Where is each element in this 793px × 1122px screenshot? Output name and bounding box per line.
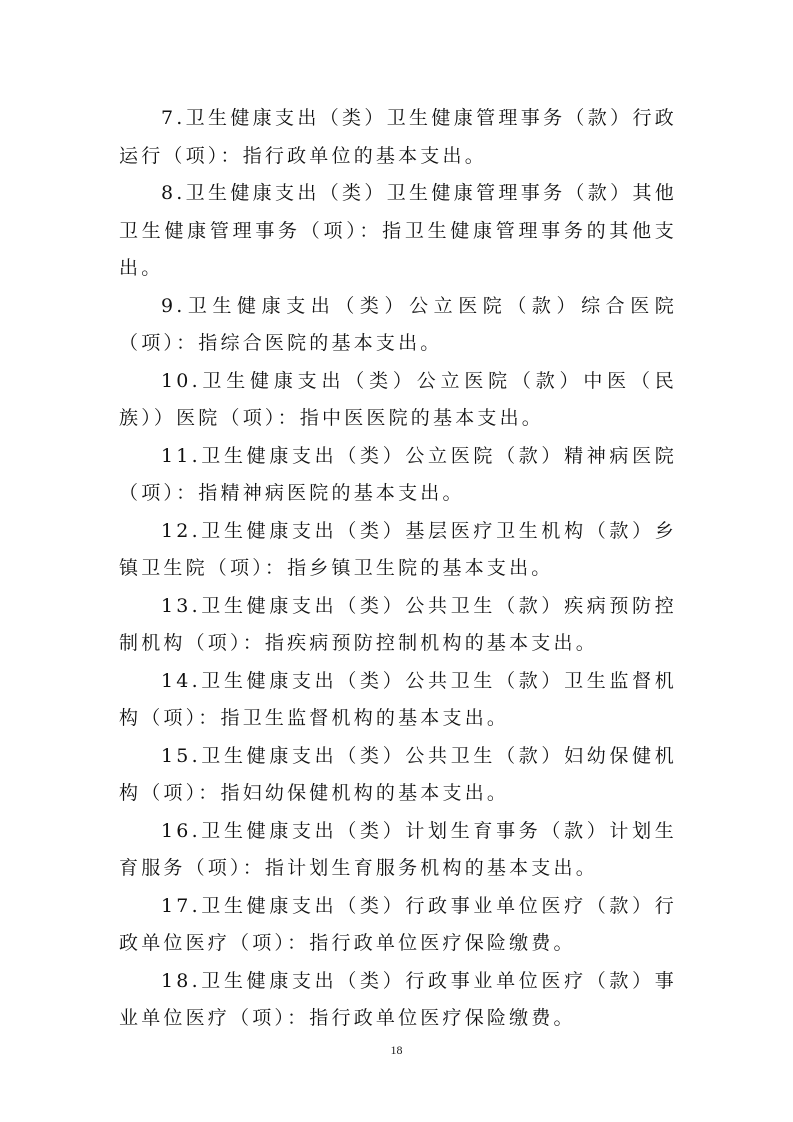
paragraph-item-10: 10.卫生健康支出（类）公立医院（款）中医（民族））医院（项）：指中医医院的基本支出。 xyxy=(119,369,677,429)
paragraph-item-18: 18.卫生健康支出（类）行政事业单位医疗（款）事业单位医疗（项）：指行政单位医疗保险缴费。 xyxy=(119,969,677,1029)
paragraph-item-17: 17.卫生健康支出（类）行政事业单位医疗（款）行政单位医疗（项）：指行政单位医疗保险缴费。 xyxy=(119,894,677,954)
paragraph-item-15: 15.卫生健康支出（类）公共卫生（款）妇幼保健机构（项）：指妇幼保健机构的基本支出。 xyxy=(119,744,677,804)
paragraph-item-13: 13.卫生健康支出（类）公共卫生（款）疾病预防控制机构（项）：指疾病预防控制机构的基本支出。 xyxy=(119,594,677,654)
page-number: 18 xyxy=(390,1043,403,1057)
paragraph-item-16: 16.卫生健康支出（类）计划生育事务（款）计划生育服务（项）：指计划生育服务机构的基本支出。 xyxy=(119,819,677,879)
paragraph-item-8: 8.卫生健康支出（类）卫生健康管理事务（款）其他卫生健康管理事务（项）：指卫生健康管理事务的其他支出。 xyxy=(119,182,677,279)
paragraph-item-9: 9.卫生健康支出（类）公立医院（款）综合医院（项）：指综合医院的基本支出。 xyxy=(119,294,677,354)
paragraph-item-12: 12.卫生健康支出（类）基层医疗卫生机构（款）乡镇卫生院（项）：指乡镇卫生院的基本支出。 xyxy=(119,519,677,579)
paragraph-item-7: 7.卫生健康支出（类）卫生健康管理事务（款）行政运行（项）：指行政单位的基本支出。 xyxy=(119,107,677,167)
document-body xyxy=(119,100,677,1038)
paragraph-item-14: 14.卫生健康支出（类）公共卫生（款）卫生监督机构（项）：指卫生监督机构的基本支出。 xyxy=(119,669,677,729)
paragraph-item-11: 11.卫生健康支出（类）公立医院（款）精神病医院（项）：指精神病医院的基本支出。 xyxy=(119,444,677,504)
